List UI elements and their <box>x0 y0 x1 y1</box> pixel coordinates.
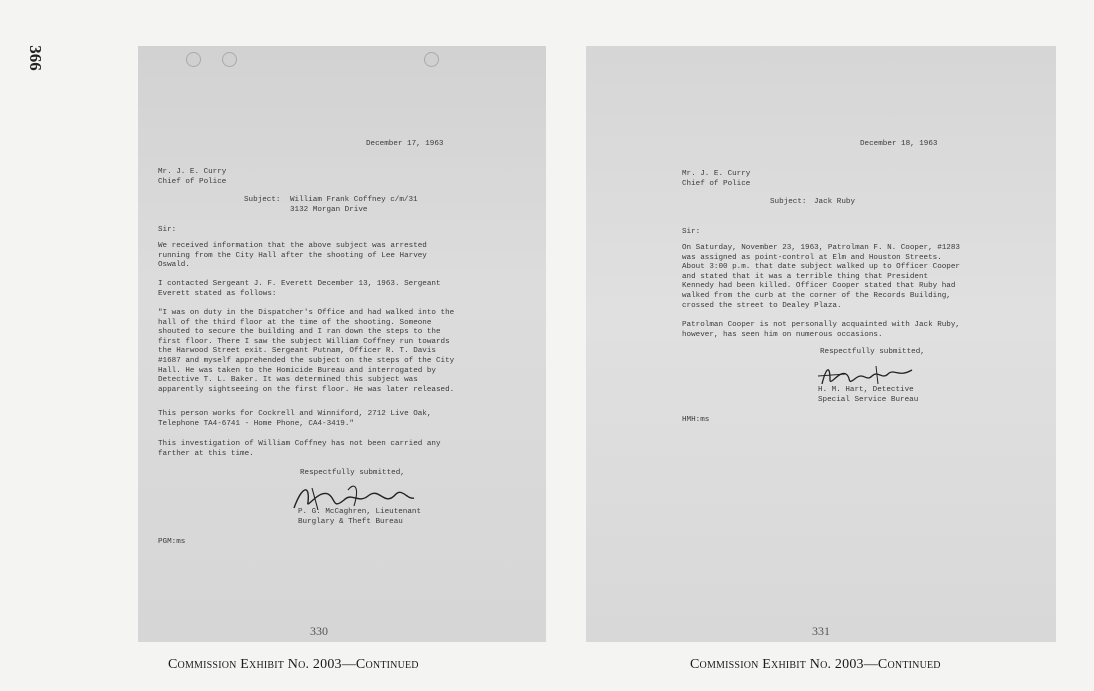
paragraph-2: Patrolman Cooper is not personally acquainted with Jack Ruby, however, has seen him on numerous occasions. <box>682 321 960 339</box>
page-number: 331 <box>812 624 830 638</box>
caption-left <box>168 657 419 673</box>
punch-hole <box>424 52 439 67</box>
subject-line-1: Jack Ruby <box>814 198 856 206</box>
left-letter-page <box>138 46 546 642</box>
side-page-number: 366 <box>25 45 45 71</box>
paragraph-1: We received information that the above subject was arrested running from the City Hall after the shooting of Lee Harvey Oswald. <box>158 242 427 270</box>
addressee-name: Mr. J. E. Curry <box>158 168 227 176</box>
page-number: 330 <box>310 624 328 638</box>
salutation: Sir: <box>158 226 177 234</box>
signer-name: H. M. Hart, Detective <box>818 386 914 394</box>
subject-line-1: William Frank Coffney c/m/31 <box>290 196 418 204</box>
closing: Respectfully submitted, <box>300 469 405 477</box>
right-letter-page <box>586 46 1056 642</box>
signer-unit: Burglary & Theft Bureau <box>298 518 403 526</box>
addressee-title: Chief of Police <box>158 178 227 186</box>
typist-initials: PGM:ms <box>158 538 186 546</box>
signer-unit: Special Service Bureau <box>818 396 919 404</box>
salutation: Sir: <box>682 228 701 236</box>
paragraph-1: On Saturday, November 23, 1963, Patrolman F. N. Cooper, #1283 was assigned as point-control at Elm and Houston Streets. About 3:00 p.m. that date subject walked up to Officer Cooper and stated that it was a terrible thing that President Kennedy had been killed. Officer Cooper stated that Ruby had walked from the curb at the corner of the Records Building, crossed the street to Dealey Plaza. <box>682 244 960 310</box>
addressee-name: Mr. J. E. Curry <box>682 170 751 178</box>
punch-hole <box>186 52 201 67</box>
caption-right <box>690 657 941 673</box>
typist-initials: HMH:ms <box>682 416 710 424</box>
paragraph-5: This investigation of William Coffney has not been carried any farther at this time. <box>158 440 441 458</box>
subject-label: Subject: <box>244 196 281 204</box>
addressee-title: Chief of Police <box>682 180 751 188</box>
subject-label: Subject: <box>770 198 807 206</box>
paragraph-4: This person works for Cockrell and Winniford, 2712 Live Oak, Telephone TA4-6741 - Home Phone, CA4-3419." <box>158 410 432 428</box>
signer-name: P. G. McCaghren, Lieutenant <box>298 508 422 516</box>
caption-left-text: Commission Exhibit No. 2003—Continued <box>168 657 419 672</box>
subject-line-2: 3132 Morgan Drive <box>290 206 368 214</box>
paragraph-2: I contacted Sergeant J. F. Everett December 13, 1963. Sergeant Everett stated as follows: <box>158 280 441 298</box>
letter-date: December 17, 1963 <box>366 140 444 148</box>
closing: Respectfully submitted, <box>820 348 925 356</box>
paragraph-3: "I was on duty in the Dispatcher's Office and had walked into the hall of the third floor at the time of the shooting. Someone shouted to secure the building and I ran down the steps to the first floor. There I saw the subject William Coffney run towards the Harwood Street exit. Sergeant Putnam, Officer R. T. Davis #1687 and myself apprehended the subject on the steps of the City Hall. He was taken to the Homicide Bureau and interrogated by Detective T. L. Baker. It was determined this subject was apparently sightseeing on the first floor. He was later released. <box>158 309 455 394</box>
punch-hole <box>222 52 237 67</box>
letter-date: December 18, 1963 <box>860 140 938 148</box>
caption-right-text: Commission Exhibit No. 2003—Continued <box>690 657 941 672</box>
